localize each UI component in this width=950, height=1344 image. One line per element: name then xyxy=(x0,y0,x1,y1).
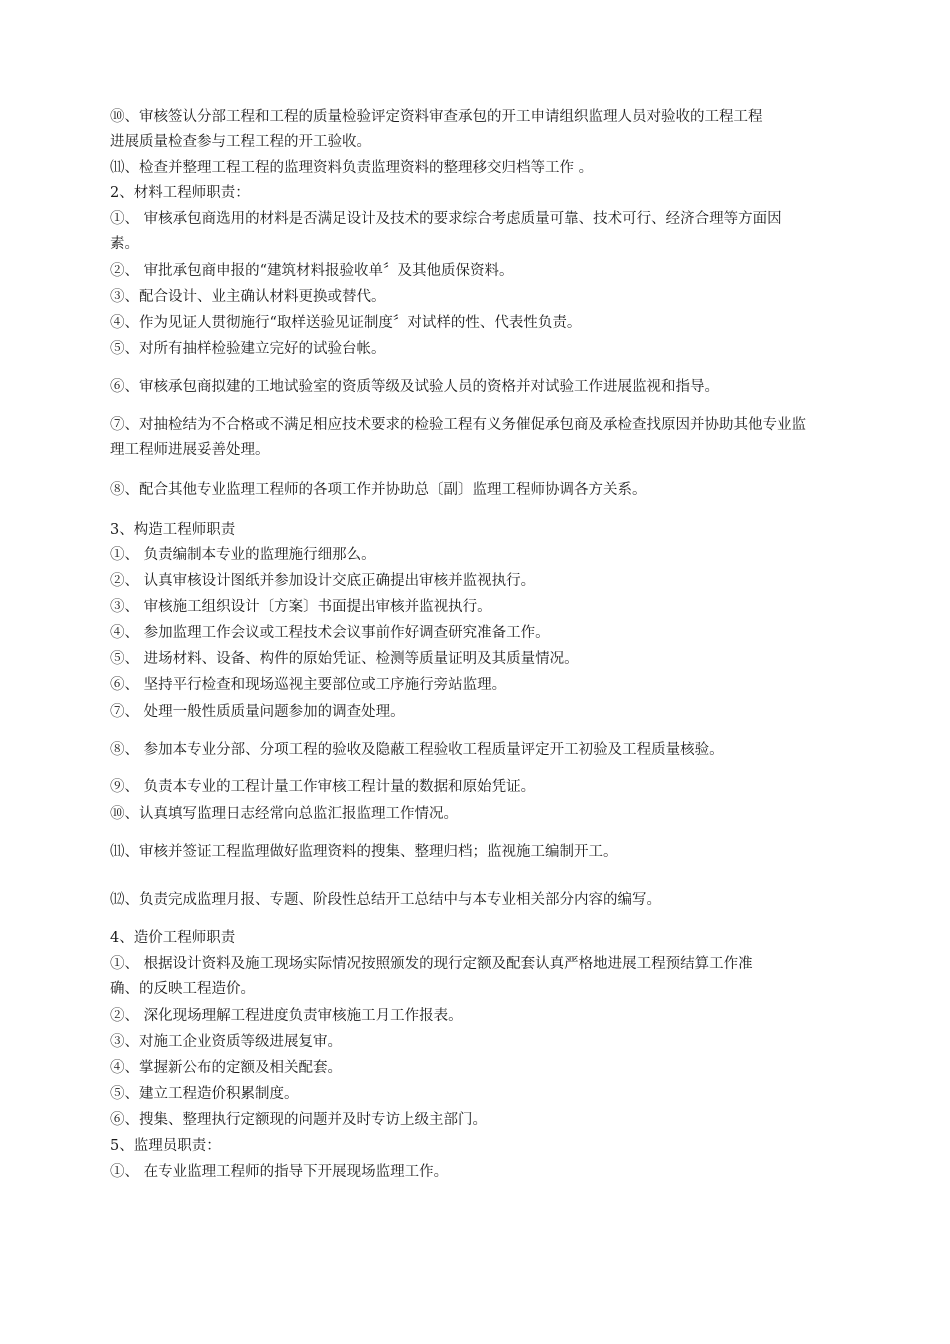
line-6: 素。 xyxy=(110,236,139,252)
line-21: ⑥、 坚持平行检查和现场巡视主要部位或工序施行旁站监理。 xyxy=(110,677,507,693)
line-27: ⑿、负责完成监理月报、专题、阶段性总结开工总结中与本专业相关部分内容的编写。 xyxy=(110,892,661,908)
line-31: ②、 深化现场理解工程进度负责审核施工月工作报表。 xyxy=(110,1008,463,1024)
section-heading-cost: 4、造价工程师职责 xyxy=(110,930,236,946)
section-heading-supervisor: 5、监理员职责： xyxy=(110,1138,221,1154)
line-1: ⑩、审核签认分部工程和工程的质量检验评定资料审查承包的开工申请组织监理人员对验收的工程工程 xyxy=(110,109,763,125)
line-26: ⑾、审核并签证工程监理做好监理资料的搜集、整理归档；监视施工编制开工。 xyxy=(110,844,618,860)
line-5: ①、 审核承包商选用的材料是否满足设计及技术的要求综合考虑质量可靠、技术可行、经济合理等方面因 xyxy=(110,211,782,227)
line-29: ①、 根据设计资料及施工现场实际情况按照颁发的现行定额及配套认真严格地进展工程预结算工作准 xyxy=(110,956,753,972)
line-2: 进展质量检查参与工程工程的开工验收。 xyxy=(110,134,371,150)
line-20: ⑤、 进场材料、设备、构件的原始凭证、检测等质量证明及其质量情况。 xyxy=(110,651,579,667)
line-17: ②、 认真审核设计图纸并参加设计交底正确提出审核并监视执行。 xyxy=(110,573,536,589)
section-heading-structure: 3、构造工程师职责 xyxy=(110,522,236,538)
section-heading-materials: 2、材料工程师职责： xyxy=(110,185,250,201)
line-14: ⑧、配合其他专业监理工程师的各项工作并协助总〔副〕监理工程师协调各方关系。 xyxy=(110,482,647,498)
line-34: ⑤、建立工程造价积累制度。 xyxy=(110,1086,299,1102)
line-24: ⑨、 负责本专业的工程计量工作审核工程计量的数据和原始凭证。 xyxy=(110,779,536,795)
line-3: ⑾、检查并整理工程工程的监理资料负责监理资料的整理移交归档等工作 。 xyxy=(110,160,594,176)
line-7: ②、 审批承包商申报的“建筑材料报验收单〞及其他质保资料。 xyxy=(110,263,514,279)
line-25: ⑩、认真填写监理日志经常向总监汇报监理工作情况。 xyxy=(110,806,458,822)
line-11: ⑥、审核承包商拟建的工地试验室的资质等级及试验人员的资格并对试验工作进展监视和指导。 xyxy=(110,379,719,395)
line-33: ④、掌握新公布的定额及相关配套。 xyxy=(110,1060,342,1076)
line-13: 理工程师进展妥善处理。 xyxy=(110,442,270,458)
line-9: ④、作为见证人贯彻施行“取样送验见证制度〞对试样的性、代表性负责。 xyxy=(110,315,582,331)
line-12: ⑦、对抽检结为不合格或不满足相应技术要求的检验工程有义务催促承包商及承检查找原因并协助其他专业监 xyxy=(110,417,806,433)
line-19: ④、 参加监理工作会议或工程技术会议事前作好调查研究准备工作。 xyxy=(110,625,550,641)
line-18: ③、 审核施工组织设计〔方案〕书面提出审核并监视执行。 xyxy=(110,599,492,615)
line-32: ③、对施工企业资质等级进展复审。 xyxy=(110,1034,342,1050)
line-8: ③、配合设计、业主确认材料更换或替代。 xyxy=(110,289,386,305)
line-37: ①、 在专业监理工程师的指导下开展现场监理工作。 xyxy=(110,1164,449,1180)
line-30: 确、的反映工程造价。 xyxy=(110,981,255,997)
line-23: ⑧、 参加本专业分部、分项工程的验收及隐蔽工程验收工程质量评定开工初验及工程质量核验。 xyxy=(110,742,724,758)
line-16: ①、 负责编制本专业的监理施行细那么。 xyxy=(110,547,376,563)
line-22: ⑦、 处理一般性质质量问题参加的调查处理。 xyxy=(110,704,405,720)
line-10: ⑤、对所有抽样检验建立完好的试验台帐。 xyxy=(110,341,386,357)
line-35: ⑥、搜集、整理执行定额现的问题并及时专访上级主部门。 xyxy=(110,1112,487,1128)
